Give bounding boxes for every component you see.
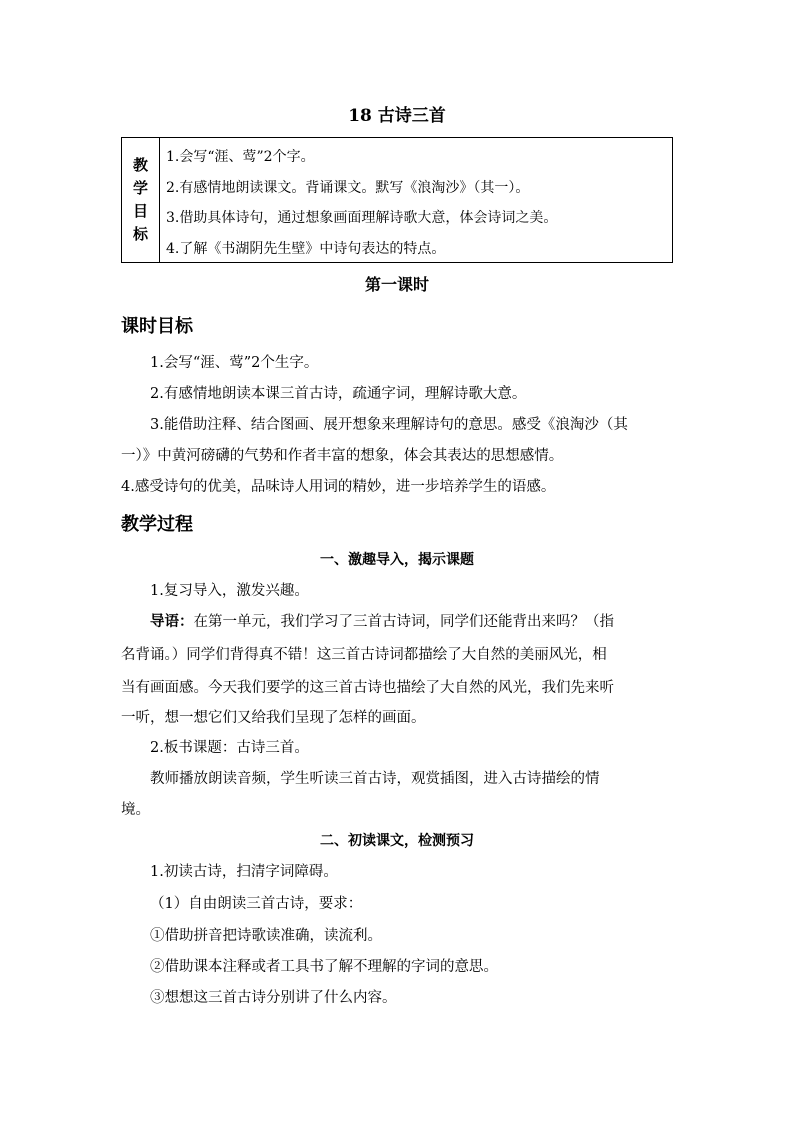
requirement-item: ②借助课本注释或者工具书了解不理解的字词的意思。	[150, 959, 498, 975]
lesson-goal-item: 1.会写“涯、莺”2个生字。	[150, 355, 319, 371]
teaching-goal-item: 3.借助具体诗句，通过想象画面理解诗歌大意，体会诗词之美。	[166, 210, 558, 226]
teacher-activity: 教师播放朗读音频，学生听读三首古诗，观赏插图，进入古诗描绘的情	[150, 771, 600, 787]
lesson-goal-item: 4.感受诗句的优美，品味诗人用词的精妙，进一步培养学生的语感。	[121, 479, 556, 495]
part2-sub1: （1）自由朗读三首古诗，要求：	[150, 896, 363, 912]
teaching-goals-list	[160, 138, 672, 262]
requirement-item: ①借助拼音把诗歌读准确，读流利。	[150, 928, 382, 944]
teaching-goals-label: 教学目标	[132, 156, 148, 243]
part1-step1: 1.复习导入，激发兴趣。	[150, 583, 309, 599]
lesson-heading: 第一课时	[364, 275, 429, 294]
lesson-goal-item: 2.有感情地朗读本课三首古诗，疏通字词，理解诗歌大意。	[150, 386, 527, 402]
intro-line: 名背诵。）同学们背得真不错！这三首古诗词都描绘了大自然的美丽风光，相	[121, 647, 607, 663]
teaching-goal-item: 2.有感情地朗读课文。背诵课文。默写《浪淘沙》（其一）。	[166, 179, 530, 196]
intro-label: 导语：	[150, 614, 194, 630]
teaching-goals-label-cell	[122, 138, 160, 262]
part2-heading: 二、初读课文，检测预习	[320, 833, 474, 849]
intro-line: 当有画面感。今天我们要学的这三首古诗也描绘了大自然的风光，我们先来听	[121, 680, 614, 696]
part1-step2: 2.板书课题：古诗三首。	[150, 740, 309, 756]
lesson-goal-item: 3.能借助注释、结合图画、展开想象来理解诗句的意思。感受《浪淘沙（其	[150, 417, 628, 433]
page-title: 18 古诗三首	[348, 106, 446, 126]
teaching-goals-table	[121, 137, 673, 263]
teaching-goal-item: 4.了解《书湖阴先生壁》中诗句表达的特点。	[166, 240, 446, 257]
teaching-process-heading: 教学过程	[121, 514, 193, 535]
lesson-goal-item-continued: 一）》中黄河磅礴的气势和作者丰富的想象，体会其表达的思想感情。	[121, 448, 564, 464]
part2-step1: 1.初读古诗，扫清字词障碍。	[150, 864, 338, 880]
teacher-activity-continued: 境。	[121, 802, 150, 818]
lesson-goals-heading: 课时目标	[121, 316, 193, 337]
part1-heading: 一、激趣导入，揭示课题	[320, 552, 474, 568]
teaching-goal-item: 1.会写“涯、莺”2个字。	[166, 149, 315, 165]
intro-line: 一听，想一想它们又给我们呈现了怎样的画面。	[121, 710, 426, 726]
requirement-item: ③想想这三首古诗分别讲了什么内容。	[150, 990, 397, 1006]
intro-line	[150, 611, 614, 633]
intro-text: 在第一单元，我们学习了三首古诗词，同学们还能背出来吗？（指	[193, 614, 614, 630]
